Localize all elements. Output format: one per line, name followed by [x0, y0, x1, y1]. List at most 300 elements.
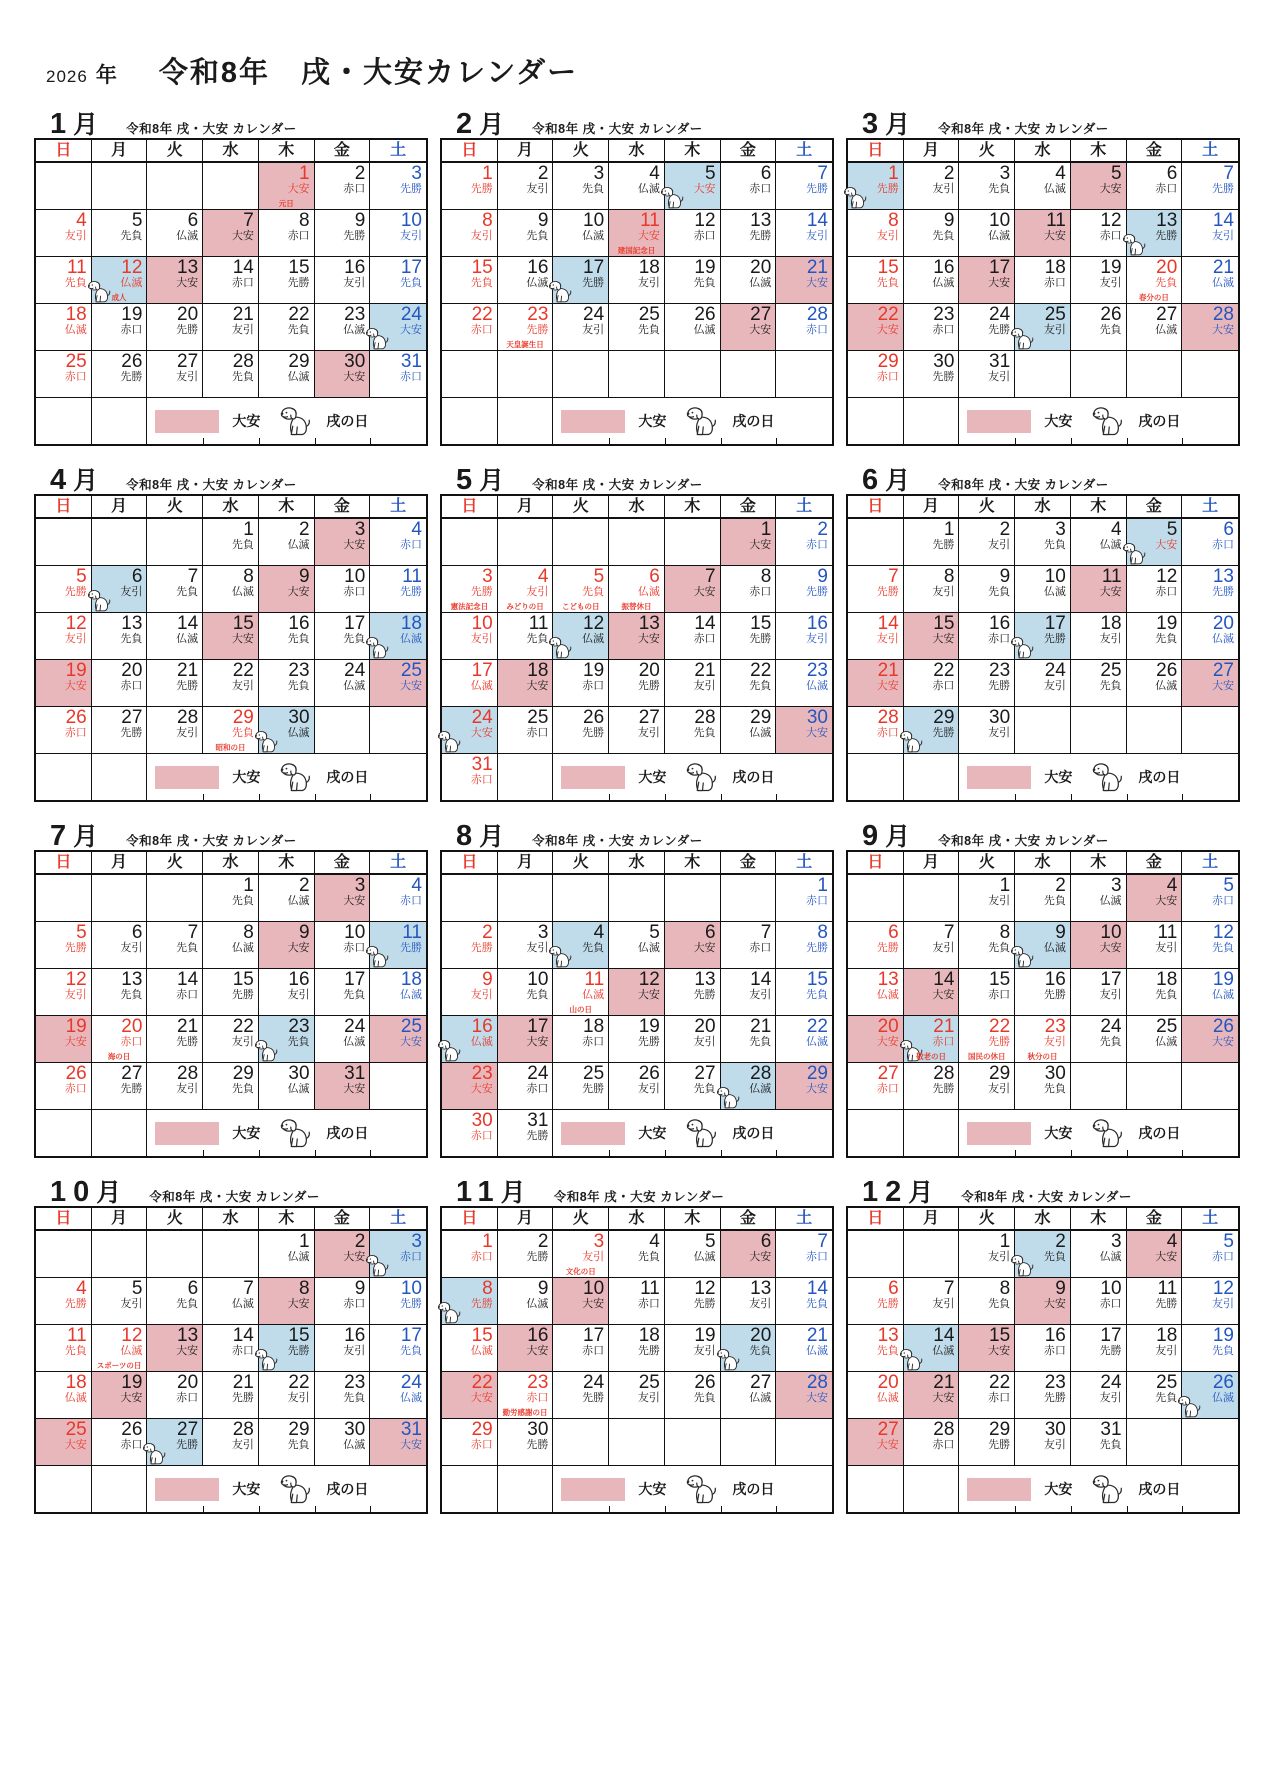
day-cell-3-31 — [959, 351, 1015, 398]
day-cell-11-11 — [609, 1278, 665, 1325]
day-cell-1-4 — [36, 210, 92, 257]
rokuyo-label: 仏滅 — [343, 680, 366, 693]
day-cell-6-12 — [1127, 566, 1183, 613]
dog-icon — [365, 636, 391, 659]
day-cell-9-22 — [959, 1016, 1015, 1063]
rokuyo-label: 先負 — [120, 989, 143, 1002]
rokuyo-label: 大安 — [120, 1392, 143, 1405]
rokuyo-label: 赤口 — [582, 680, 605, 693]
day-cell-6-10 — [1015, 566, 1071, 613]
dog-icon — [1122, 542, 1148, 565]
day-number: 10 — [583, 210, 605, 231]
week-row — [36, 969, 426, 1016]
grid-tick — [370, 1150, 371, 1156]
day-cell-8-15 — [776, 969, 832, 1016]
day-number: 1 — [298, 163, 310, 184]
day-number: 7 — [817, 163, 828, 184]
day-number: 3 — [1110, 875, 1122, 896]
rokuyo-label: 赤口 — [1099, 230, 1122, 243]
rokuyo-label: 先勝 — [582, 727, 605, 740]
day-number: 20 — [121, 1016, 143, 1037]
rokuyo-label: 友引 — [1099, 989, 1122, 1002]
empty-cell — [609, 519, 665, 566]
legend-taian-label: 大安 — [232, 769, 261, 785]
day-cell-9-16 — [1015, 969, 1071, 1016]
rokuyo-label: 先負 — [582, 183, 605, 196]
day-number: 2 — [354, 1231, 366, 1252]
day-number: 11 — [402, 566, 422, 587]
week-row — [848, 1016, 1238, 1063]
week-row — [442, 1372, 832, 1419]
day-number: 22 — [288, 304, 310, 325]
day-number: 6 — [888, 922, 899, 943]
empty-cell — [1127, 1063, 1183, 1110]
rokuyo-label: 大安 — [876, 680, 899, 693]
month-subtitle: 令和8年 戌・大安 カレンダー — [149, 1190, 320, 1204]
day-cell-9-6 — [848, 922, 904, 969]
weekday-header-火: 火 — [959, 1208, 1015, 1229]
weekday-header-火: 火 — [147, 140, 203, 161]
day-number: 15 — [806, 969, 828, 990]
dog-icon — [437, 730, 463, 753]
rokuyo-label: 大安 — [806, 277, 828, 290]
day-cell-4-5 — [36, 566, 92, 613]
day-cell-2-2 — [498, 163, 554, 210]
weekday-header-水: 水 — [1015, 852, 1071, 873]
day-cell-11-23 — [498, 1372, 554, 1419]
week-row — [848, 566, 1238, 613]
empty-cell — [553, 351, 609, 398]
calendar-grid — [0, 99, 1276, 1514]
weekday-header-金: 金 — [1127, 1208, 1183, 1229]
grid-tick — [776, 1150, 777, 1156]
weekday-header-row — [442, 140, 832, 163]
week-row — [442, 1278, 832, 1325]
day-number: 9 — [354, 1278, 366, 1299]
day-number: 8 — [817, 922, 828, 943]
day-cell-7-8 — [203, 922, 259, 969]
month-number: 11 — [456, 1176, 501, 1208]
day-number: 6 — [187, 210, 199, 231]
rokuyo-label: 先勝 — [876, 1298, 899, 1311]
day-cell-6-13 — [1182, 566, 1238, 613]
day-number: 30 — [527, 1419, 549, 1440]
weekday-header-金: 金 — [721, 140, 777, 161]
rokuyo-label: 先勝 — [526, 1251, 549, 1264]
empty-cell — [498, 351, 554, 398]
weekday-header-木: 木 — [259, 1208, 315, 1229]
day-cell-6-20 — [1182, 613, 1238, 660]
day-cell-11-6 — [721, 1231, 777, 1278]
day-cell-7-19 — [36, 1016, 92, 1063]
rokuyo-label: 友引 — [470, 989, 493, 1002]
rokuyo-label: 仏滅 — [287, 727, 310, 740]
rokuyo-label: 赤口 — [806, 1251, 828, 1264]
day-cell-4-1 — [203, 519, 259, 566]
rokuyo-label: 赤口 — [287, 230, 310, 243]
rokuyo-label: 先勝 — [693, 1298, 716, 1311]
weekday-header-月: 月 — [92, 140, 148, 161]
day-cell-4-17 — [315, 613, 371, 660]
rokuyo-label: 先負 — [806, 989, 828, 1002]
rokuyo-label: 先勝 — [932, 539, 955, 552]
legend-row — [442, 398, 832, 444]
legend — [553, 398, 832, 444]
weekday-header-火: 火 — [553, 496, 609, 517]
rokuyo-label: 大安 — [64, 1439, 87, 1452]
week-row — [442, 210, 832, 257]
month-11 — [440, 1173, 834, 1514]
day-number: 18 — [1100, 613, 1122, 634]
month-grid — [440, 138, 834, 446]
day-number: 20 — [750, 1325, 772, 1346]
day-cell-7-12 — [36, 969, 92, 1016]
day-cell-7-23 — [259, 1016, 315, 1063]
day-cell-11-15 — [442, 1325, 498, 1372]
rokuyo-label: 先負 — [176, 1298, 199, 1311]
day-cell-10-3 — [370, 1231, 426, 1278]
day-number: 18 — [638, 1325, 660, 1346]
rokuyo-label: 赤口 — [64, 1083, 87, 1096]
day-cell-11-25 — [609, 1372, 665, 1419]
rokuyo-label: 先負 — [1043, 1251, 1066, 1264]
day-cell-5-28 — [665, 707, 721, 754]
day-cell-7-28 — [147, 1063, 203, 1110]
empty-cell — [553, 875, 609, 922]
day-number: 14 — [806, 1278, 828, 1299]
taian-swatch — [967, 410, 1031, 433]
day-cell-9-28 — [904, 1063, 960, 1110]
week-row — [36, 1063, 426, 1110]
rokuyo-label: 仏滅 — [806, 680, 828, 693]
rokuyo-label: 仏滅 — [470, 1345, 493, 1358]
day-cell-11-29 — [442, 1419, 498, 1466]
day-number: 16 — [344, 257, 366, 278]
day-cell-9-26 — [1182, 1016, 1238, 1063]
rokuyo-label: 先勝 — [749, 230, 772, 243]
day-cell-11-27 — [721, 1372, 777, 1419]
day-cell-3-16 — [904, 257, 960, 304]
day-number: 11 — [584, 969, 605, 990]
day-number: 13 — [877, 969, 899, 990]
rokuyo-label: 先負 — [1155, 1392, 1178, 1405]
day-cell-1-5 — [92, 210, 148, 257]
rokuyo-label: 大安 — [343, 1251, 366, 1264]
legend-row — [36, 1110, 426, 1156]
rokuyo-label: 先負 — [1099, 1439, 1122, 1452]
day-cell-5-5 — [553, 566, 609, 613]
empty-cell — [904, 875, 960, 922]
day-cell-1-10 — [370, 210, 426, 257]
dog-icon — [686, 1118, 719, 1148]
week-row — [442, 163, 832, 210]
rokuyo-label: 大安 — [806, 1083, 828, 1096]
rokuyo-label: 友引 — [526, 942, 549, 955]
weekday-header-木: 木 — [259, 496, 315, 517]
day-cell-5-26 — [553, 707, 609, 754]
weekday-header-row — [36, 852, 426, 875]
day-cell-2-28 — [776, 304, 832, 351]
day-cell-3-24 — [959, 304, 1015, 351]
day-number: 13 — [177, 1325, 199, 1346]
grid-tick — [1015, 1150, 1016, 1156]
dog-icon — [1092, 406, 1125, 436]
day-cell-11-20 — [721, 1325, 777, 1372]
day-cell-12-2 — [1015, 1231, 1071, 1278]
rokuyo-label: 大安 — [1099, 942, 1122, 955]
rokuyo-label: 友引 — [988, 895, 1011, 908]
day-cell-12-18 — [1127, 1325, 1183, 1372]
day-number: 27 — [121, 1063, 143, 1084]
day-cell-5-19 — [553, 660, 609, 707]
rokuyo-label: 先勝 — [470, 183, 493, 196]
day-number: 3 — [411, 1231, 422, 1252]
rokuyo-label: 大安 — [932, 989, 955, 1002]
month-title — [440, 461, 834, 494]
day-number: 16 — [288, 969, 310, 990]
rokuyo-label: 仏滅 — [637, 586, 660, 599]
rokuyo-label: 大安 — [400, 324, 422, 337]
day-number: 16 — [933, 257, 955, 278]
day-cell-10-29 — [259, 1419, 315, 1466]
week-row — [848, 257, 1238, 304]
rokuyo-label: 先勝 — [287, 277, 310, 290]
empty-cell — [92, 163, 148, 210]
day-number: 6 — [704, 922, 716, 943]
day-number: 22 — [989, 1016, 1011, 1037]
day-number: 8 — [243, 566, 254, 587]
day-number: 21 — [232, 1372, 254, 1393]
day-cell-12-25 — [1127, 1372, 1183, 1419]
taian-swatch — [561, 766, 625, 789]
rokuyo-label: 友引 — [176, 371, 199, 384]
empty-cell — [442, 875, 498, 922]
day-number: 18 — [527, 660, 549, 681]
rokuyo-label: 友引 — [582, 1251, 605, 1264]
rokuyo-label: 先勝 — [470, 942, 493, 955]
day-number: 23 — [288, 1016, 310, 1037]
rokuyo-label: 赤口 — [120, 680, 143, 693]
day-number: 14 — [933, 1325, 955, 1346]
day-number: 28 — [232, 351, 254, 372]
weekday-header-月: 月 — [498, 1208, 554, 1229]
empty-cell — [848, 398, 904, 444]
day-number: 21 — [694, 660, 716, 681]
weekday-header-土: 土 — [796, 1210, 813, 1227]
week-row — [36, 922, 426, 969]
month-subtitle: 令和8年 戌・大安 カレンダー — [532, 478, 703, 492]
rokuyo-label: 仏滅 — [1212, 277, 1234, 290]
day-cell-12-8 — [959, 1278, 1015, 1325]
dog-icon — [548, 945, 574, 968]
day-cell-11-18 — [609, 1325, 665, 1372]
legend-taian-label: 大安 — [1044, 769, 1073, 785]
empty-cell — [147, 1231, 203, 1278]
day-cell-12-24 — [1071, 1372, 1127, 1419]
day-cell-1-1 — [259, 163, 315, 210]
day-number: 13 — [877, 1325, 899, 1346]
rokuyo-label: 先勝 — [582, 1392, 605, 1405]
day-number: 1 — [482, 163, 493, 184]
rokuyo-label: 仏滅 — [988, 230, 1011, 243]
rokuyo-label: 大安 — [400, 1439, 422, 1452]
rokuyo-label: 先負 — [120, 230, 143, 243]
day-number: 7 — [187, 566, 199, 587]
day-cell-2-1 — [442, 163, 498, 210]
day-cell-11-9 — [498, 1278, 554, 1325]
day-cell-9-18 — [1127, 969, 1183, 1016]
rokuyo-label: 先負 — [470, 277, 493, 290]
empty-cell — [92, 519, 148, 566]
day-cell-12-28 — [904, 1419, 960, 1466]
day-cell-3-9 — [904, 210, 960, 257]
holiday-label: 秋分の日 — [1027, 1051, 1058, 1061]
day-cell-5-20 — [609, 660, 665, 707]
day-number: 24 — [527, 1063, 549, 1084]
day-cell-8-24 — [498, 1063, 554, 1110]
day-number: 26 — [1100, 304, 1122, 325]
week-row — [848, 922, 1238, 969]
day-cell-7-4 — [370, 875, 426, 922]
empty-cell — [36, 875, 92, 922]
day-cell-3-11 — [1015, 210, 1071, 257]
day-number: 15 — [232, 613, 254, 634]
day-cell-8-5 — [609, 922, 665, 969]
legend-taian-label: 大安 — [638, 1125, 667, 1141]
rokuyo-label: 赤口 — [693, 633, 716, 646]
day-number: 27 — [877, 1063, 899, 1084]
day-cell-10-1 — [259, 1231, 315, 1278]
day-number: 15 — [877, 257, 899, 278]
rokuyo-label: 友引 — [1099, 633, 1122, 646]
taian-swatch — [561, 1122, 625, 1145]
day-cell-5-1 — [721, 519, 777, 566]
empty-cell — [36, 398, 92, 444]
legend-inunohi-label: 戌の日 — [1138, 769, 1181, 785]
day-number: 25 — [1156, 1372, 1178, 1393]
day-cell-8-9 — [442, 969, 498, 1016]
rokuyo-label: 仏滅 — [1043, 942, 1066, 955]
day-number: 12 — [121, 1325, 143, 1346]
week-row — [36, 1372, 426, 1419]
rokuyo-label: 仏滅 — [287, 895, 310, 908]
day-number: 25 — [638, 1372, 660, 1393]
day-cell-2-15 — [442, 257, 498, 304]
empty-cell — [1071, 351, 1127, 398]
week-row — [442, 1325, 832, 1372]
day-number: 15 — [232, 969, 254, 990]
day-cell-4-23 — [259, 660, 315, 707]
rokuyo-label: 先負 — [176, 942, 199, 955]
day-number: 31 — [527, 1110, 549, 1131]
day-number: 1 — [943, 519, 955, 540]
month-grid — [846, 494, 1240, 802]
weekday-header-row — [36, 140, 426, 163]
day-cell-12-17 — [1071, 1325, 1127, 1372]
rokuyo-label: 赤口 — [470, 1251, 493, 1264]
weekday-header-火: 火 — [959, 140, 1015, 161]
empty-cell — [665, 1419, 721, 1466]
rokuyo-label: 先負 — [287, 324, 310, 337]
day-cell-6-4 — [1071, 519, 1127, 566]
day-number: 14 — [933, 969, 955, 990]
day-number: 29 — [232, 1063, 254, 1084]
rokuyo-label: 仏滅 — [1212, 633, 1234, 646]
day-cell-1-28 — [203, 351, 259, 398]
legend-row — [442, 1466, 832, 1512]
rokuyo-label: 先負 — [988, 586, 1011, 599]
rokuyo-label: 先負 — [526, 230, 549, 243]
rokuyo-label: 友引 — [176, 727, 199, 740]
weekday-header-土: 土 — [796, 854, 813, 871]
rokuyo-label: 友引 — [932, 183, 955, 196]
rokuyo-label: 先勝 — [876, 942, 899, 955]
day-cell-6-19 — [1127, 613, 1183, 660]
day-cell-6-14 — [848, 613, 904, 660]
dog-icon — [1092, 1118, 1125, 1148]
day-number: 12 — [1212, 1278, 1234, 1299]
day-number: 8 — [298, 210, 310, 231]
rokuyo-label: 仏滅 — [400, 633, 422, 646]
rokuyo-label: 先勝 — [176, 680, 199, 693]
day-number: 4 — [537, 566, 549, 587]
empty-cell — [442, 1466, 498, 1512]
day-cell-8-12 — [609, 969, 665, 1016]
grid-tick — [315, 1506, 316, 1512]
dog-icon — [280, 1474, 313, 1504]
month-word: 月 — [500, 1179, 526, 1207]
weekday-header-木: 木 — [259, 852, 315, 873]
day-cell-7-22 — [203, 1016, 259, 1063]
empty-cell — [498, 398, 554, 444]
grid-tick — [1182, 438, 1183, 444]
month-6 — [846, 461, 1240, 802]
rokuyo-label: 先勝 — [749, 633, 772, 646]
empty-cell — [498, 1466, 554, 1512]
day-number: 5 — [1166, 519, 1178, 540]
month-title — [440, 1173, 834, 1206]
holiday-label: みどりの日 — [506, 601, 544, 611]
day-cell-4-21 — [147, 660, 203, 707]
weekday-header-木: 木 — [259, 140, 315, 161]
month-grid — [440, 850, 834, 1158]
weekday-header-金: 金 — [721, 852, 777, 873]
rokuyo-label: 友引 — [693, 680, 716, 693]
day-number: 29 — [288, 1419, 310, 1440]
week-row — [848, 351, 1238, 398]
day-number: 11 — [1046, 210, 1066, 231]
day-number: 1 — [243, 519, 254, 540]
day-cell-12-19 — [1182, 1325, 1238, 1372]
rokuyo-label: 大安 — [637, 989, 660, 1002]
day-number: 26 — [1156, 660, 1178, 681]
day-cell-6-26 — [1127, 660, 1183, 707]
rokuyo-label: 友引 — [231, 1036, 254, 1049]
day-number: 7 — [888, 566, 899, 587]
weekday-header-日: 日 — [848, 852, 904, 873]
day-number: 17 — [1044, 613, 1066, 634]
day-number: 14 — [806, 210, 828, 231]
rokuyo-label: 大安 — [932, 1392, 955, 1405]
day-number: 20 — [121, 660, 143, 681]
weekday-header-火: 火 — [147, 496, 203, 517]
weekday-header-水: 水 — [203, 140, 259, 161]
day-cell-11-24 — [553, 1372, 609, 1419]
day-number: 3 — [482, 566, 493, 587]
grid-tick — [1127, 1150, 1128, 1156]
grid-tick — [1071, 794, 1072, 800]
day-number: 2 — [1055, 875, 1066, 896]
